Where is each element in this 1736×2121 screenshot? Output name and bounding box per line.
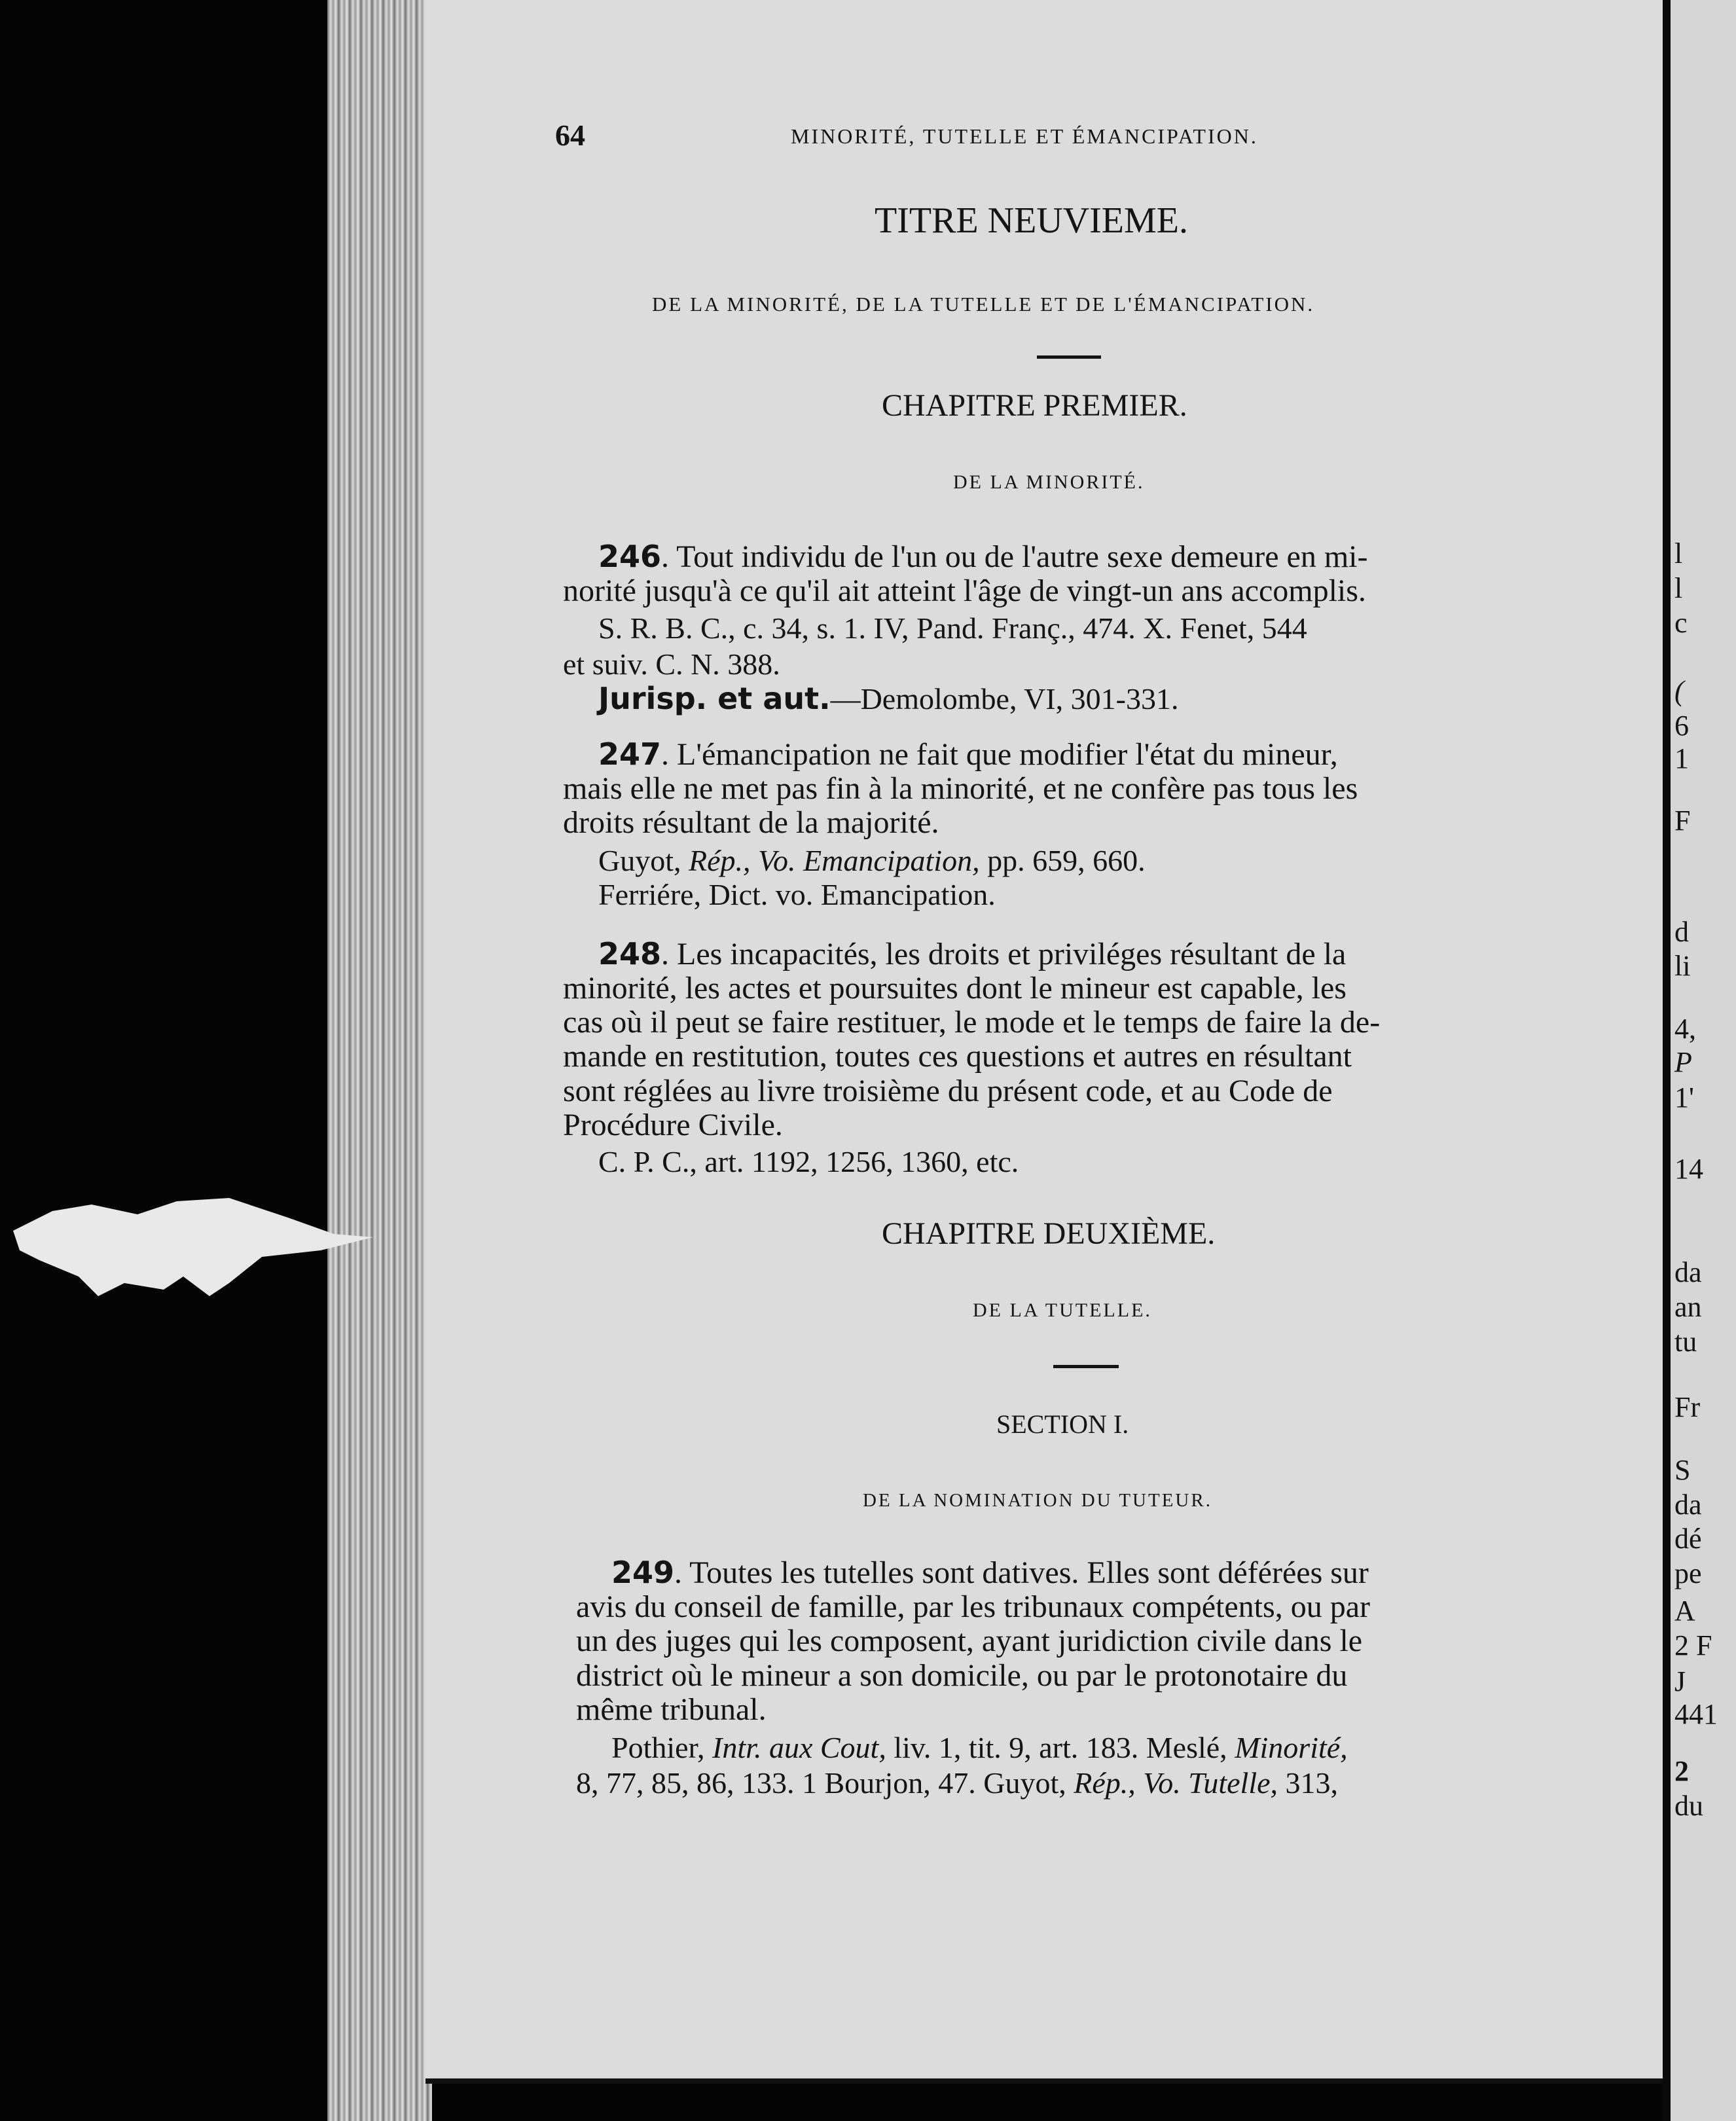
next-page-fragment: 2 xyxy=(1674,1755,1689,1787)
next-page-fragment: Fr xyxy=(1674,1391,1701,1423)
article-number: 247 xyxy=(598,736,662,772)
article-249-line-4: district où le mineur a son domicile, ou par le protonotaire du xyxy=(576,1658,1348,1693)
article-249-reference-2: 8, 77, 85, 86, 133. 1 Bourjon, 47. Guyot, Rép., Vo. Tutelle, 313, xyxy=(576,1766,1339,1800)
next-page-fragment: li xyxy=(1674,950,1691,982)
next-page-fragment: 2 F xyxy=(1674,1629,1712,1661)
article-249-line-5: même tribunal. xyxy=(576,1692,767,1727)
article-248-line-6: Procédure Civile. xyxy=(563,1108,783,1142)
article-246-reference-2: et suiv. C. N. 388. xyxy=(563,647,780,681)
article-248-line-1: 248. Les incapacités, les droits et priviléges résultant de la xyxy=(598,936,1347,971)
next-page-fragment: J xyxy=(1674,1665,1686,1697)
article-247-reference-1: Guyot, Rép., Vo. Emancipation, pp. 659, 660. xyxy=(598,844,1146,877)
next-page-fragment: l xyxy=(1674,572,1683,604)
page-edges xyxy=(327,0,432,2121)
next-page-fragment: 6 xyxy=(1674,710,1689,742)
article-247-line-3: droits résultant de la majorité. xyxy=(563,805,939,840)
chapitre-deuxieme-heading: CHAPITRE DEUXIÈME. xyxy=(882,1216,1216,1251)
next-page-fragment: A xyxy=(1674,1595,1695,1627)
article-246-line-1: 246. Tout individu de l'un ou de l'autre sexe demeure en mi- xyxy=(598,539,1368,574)
next-page-fragment: tu xyxy=(1674,1326,1697,1358)
article-number: 248 xyxy=(598,936,662,971)
section-heading: SECTION I. xyxy=(996,1409,1129,1439)
article-249-line-2: avis du conseil de famille, par les tribunaux compétents, ou par xyxy=(576,1589,1370,1624)
next-page-fragment: P xyxy=(1674,1046,1692,1078)
chapitre-premier-subheading: DE LA MINORITÉ. xyxy=(953,471,1145,493)
article-246-line-2: norité jusqu'à ce qu'il ait atteint l'âge de vingt-un ans accomplis. xyxy=(563,573,1366,608)
divider-rule xyxy=(1037,355,1101,359)
article-249-line-3: un des juges qui les composent, ayant juridiction civile dans le xyxy=(576,1623,1363,1658)
article-246-jurisprudence: Jurisp. et aut.—Demolombe, VI, 301-331. xyxy=(598,681,1179,716)
running-head-title: MINORITÉ, TUTELLE ET ÉMANCIPATION. xyxy=(791,124,1258,148)
next-page-fragment: da xyxy=(1674,1489,1702,1521)
next-page-fragment: 441 xyxy=(1674,1698,1718,1730)
article-number: 246 xyxy=(598,539,662,574)
page-number: 64 xyxy=(555,118,585,152)
next-page-fragment: 4, xyxy=(1674,1013,1696,1045)
next-page-fragment: 1 xyxy=(1674,742,1689,774)
article-247-line-1: 247. L'émancipation ne fait que modifier l'état du mineur, xyxy=(598,736,1338,772)
chapitre-premier-heading: CHAPITRE PREMIER. xyxy=(882,388,1187,423)
next-page-fragment: ( xyxy=(1674,675,1684,707)
next-page-fragment: F xyxy=(1674,805,1691,837)
next-page-fragment: dé xyxy=(1674,1523,1702,1555)
next-page-fragment: 14 xyxy=(1674,1153,1703,1185)
jurisprudence-label: Jurisp. et aut. xyxy=(598,681,831,716)
next-page-fragment: an xyxy=(1674,1291,1702,1323)
book-page xyxy=(425,0,1663,2084)
next-page-fragment: l xyxy=(1674,537,1683,570)
article-number: 249 xyxy=(611,1555,675,1590)
next-page-fragment: 1' xyxy=(1674,1081,1694,1114)
article-248-line-4: mande en restitution, toutes ces questions et autres en résultant xyxy=(563,1039,1352,1074)
article-249-reference-1: Pothier, Intr. aux Cout, liv. 1, tit. 9, art. 183. Meslé, Minorité, xyxy=(611,1731,1348,1764)
titre-subheading: DE LA MINORITÉ, DE LA TUTELLE ET DE L'ÉMANCIPATION. xyxy=(652,293,1315,316)
article-248-line-3: cas où il peut se faire restituer, le mode et le temps de faire la de- xyxy=(563,1005,1381,1040)
article-246-reference-1: S. R. B. C., c. 34, s. 1. IV, Pand. Franç., 474. X. Fenet, 544 xyxy=(598,611,1307,645)
article-248-reference: C. P. C., art. 1192, 1256, 1360, etc. xyxy=(598,1145,1019,1178)
article-248-line-2: minorité, les actes et poursuites dont le mineur est capable, les xyxy=(563,971,1347,1006)
next-page-edge xyxy=(1671,0,1736,2121)
next-page-fragment: d xyxy=(1674,916,1689,948)
torn-paper-scrap xyxy=(13,1198,373,1303)
titre-heading: TITRE NEUVIEME. xyxy=(875,200,1189,241)
next-page-fragment: da xyxy=(1674,1256,1702,1288)
section-subheading: DE LA NOMINATION DU TUTEUR. xyxy=(863,1490,1212,1511)
article-248-line-5: sont réglées au livre troisième du présent code, et au Code de xyxy=(563,1074,1333,1108)
next-page-fragment: S xyxy=(1674,1454,1691,1486)
divider-rule xyxy=(1053,1365,1119,1368)
chapitre-deuxieme-subheading: DE LA TUTELLE. xyxy=(973,1299,1152,1321)
article-247-line-2: mais elle ne met pas fin à la minorité, et ne confère pas tous les xyxy=(563,771,1358,806)
next-page-fragment: du xyxy=(1674,1790,1703,1822)
next-page-fragment: pe xyxy=(1674,1557,1702,1589)
article-247-reference-2: Ferriére, Dict. vo. Emancipation. xyxy=(598,878,996,911)
next-page-fragment: c xyxy=(1674,607,1688,639)
article-249-line-1: 249. Toutes les tutelles sont datives. Elles sont déférées sur xyxy=(611,1555,1369,1590)
